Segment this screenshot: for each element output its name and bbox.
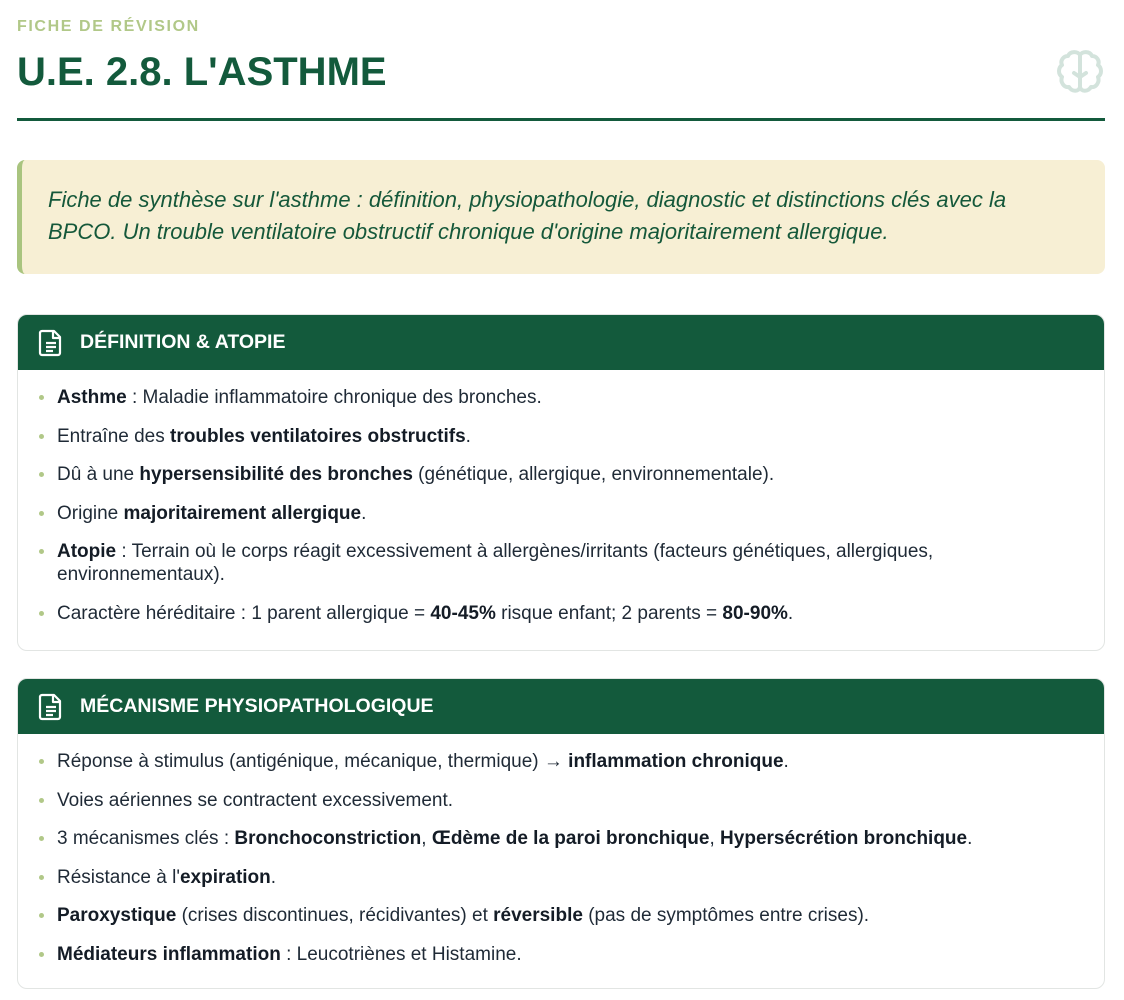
bold-text: Paroxystique [57,905,177,926]
text: . [787,602,794,624]
text: Voies aériennes se contractent excessivement. [57,789,454,811]
bold-text: 40-45% [430,602,496,624]
section-title: DÉFINITION & ATOPIE [80,331,286,353]
text: Réponse à stimulus (antigénique, mécanique, thermique) → [57,751,569,772]
bold-text: hypersensibilité des bronches [139,464,413,485]
section-header [18,315,1104,370]
section-mecanisme [17,678,1105,989]
bold-text: Asthme [57,387,127,408]
list-item [38,904,1084,927]
text: , [709,828,721,849]
section-definition [17,314,1105,651]
bold-text: troubles ventilatoires obstructifs [170,425,466,447]
text: . [270,866,277,888]
text: Dû à une [57,464,140,485]
bold-text: réversible [493,905,583,926]
text: . [783,751,789,772]
list-item [38,943,1084,966]
bold-text: 80-90% [722,602,788,624]
list-item [38,602,1084,625]
text: : Maladie inflammatoire chronique des bronches. [126,387,542,408]
text: . [361,502,367,524]
intro-callout: Fiche de synthèse sur l'asthme : définition, physiopathologie, diagnostic et distinctions clés avec la BPCO. Un trouble ventilatoire obstructif chronique d'origine majoritairement allergique. [17,160,1105,274]
text: . [465,425,471,447]
text: Caractère héréditaire : 1 parent allergique = [57,602,431,624]
list-item [38,425,1084,448]
text: 3 mécanismes clés : [57,828,235,849]
bold-text: Médiateurs inflammation [57,943,281,965]
text: . [967,828,973,849]
bullet-list [18,734,1104,989]
text: Origine [57,502,124,524]
page-title: U.E. 2.8. L'ASTHME [17,50,387,94]
bold-text: Atopie [57,541,117,562]
section-header [18,679,1104,734]
list-item [38,789,1084,812]
list-item [38,502,1084,525]
title-divider [17,118,1105,121]
text: : Terrain où le corps réagit excessivement à allergènes/irritants (facteurs génétiques, allergiques, environnementaux). [57,541,934,585]
list-item [38,827,1084,850]
page-kicker: FICHE DE RÉVISION [17,18,200,35]
list-item [38,540,1084,586]
text: Entraîne des [57,425,171,447]
list-item [38,386,1084,409]
document-icon [38,693,64,721]
bold-text: majoritairement allergique [123,502,362,524]
brain-icon [1054,47,1106,99]
text: , [421,828,432,849]
bold-text: Bronchoconstriction [234,828,422,849]
text: : Leucotriènes et Histamine. [280,943,522,965]
text: (pas de symptômes entre crises). [582,905,870,926]
bold-text: Hypersécrétion bronchique [720,828,968,849]
list-item [38,750,1084,773]
text: (crises discontinues, récidivantes) et [176,905,494,926]
bold-text: expiration [179,866,271,888]
bold-text: Œdème de la paroi bronchique [431,828,710,849]
list-item [38,866,1084,889]
bold-text: inflammation chronique [568,751,784,772]
text: risque enfant; 2 parents = [495,602,723,624]
section-title: MÉCANISME PHYSIOPATHOLOGIQUE [80,695,434,717]
text: Résistance à l' [57,866,180,888]
list-item [38,463,1084,486]
text: (génétique, allergique, environnementale). [412,464,775,485]
document-icon [38,329,64,357]
bullet-list [18,370,1104,650]
